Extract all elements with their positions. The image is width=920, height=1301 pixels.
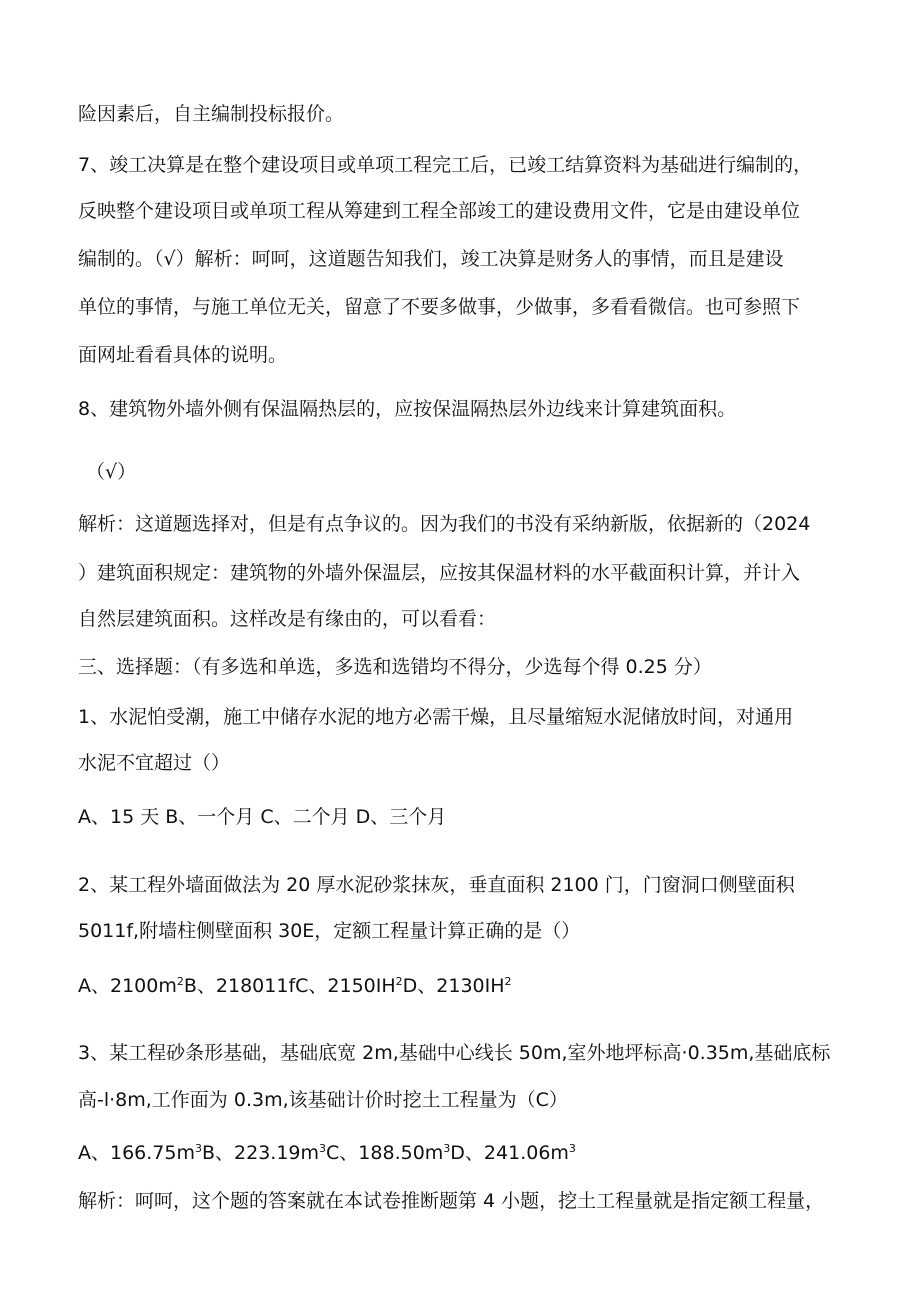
superscript: 3 — [568, 1142, 576, 1155]
superscript: 2 — [395, 975, 403, 988]
text-line: 5011f,附墙柱侧壁面积 30E，定额工程量计算正确的是（） — [78, 920, 581, 942]
text-line: 7、竣工决算是在整个建设项目或单项工程完工后，已竣工结算资料为基础进行编制的， — [78, 154, 813, 176]
text-line: ）建筑面积规定：建筑物的外墙外保温层，应按其保温材料的水平截面积计算，并计入 — [78, 562, 801, 584]
option-line — [78, 1141, 868, 1165]
text-line: 自然层建筑面积。这样改是有缘由的，可以看看： — [78, 608, 497, 630]
text-line: 8、建筑物外墙外侧有保温隔热层的，应按保温隔热层外边线来计算建筑面积。 — [78, 398, 737, 420]
text-line: 水泥不宜超过（） — [78, 752, 231, 774]
text-line: 解析：呵呵，这个题的答案就在本试卷推断题第 4 小题，挖土工程量就是指定额工程量， — [78, 1190, 825, 1212]
section-heading: 三、选择题：（有多选和单选，多选和选错均不得分，少选每个得 0.25 分） — [78, 656, 712, 678]
option-text: D、2130IH — [402, 975, 505, 997]
text-line: 单位的事情，与施工单位无关，留意了不要多做事，少做事，多看看微信。也可参照下 — [78, 296, 801, 318]
superscript: 3 — [195, 1142, 202, 1155]
superscript: 2 — [176, 975, 184, 988]
text-line: 高-l·8m,工作面为 0.3m,该基础计价时挖土工程量为（C） — [78, 1089, 568, 1111]
option-line: A、15 天 B、一个月 C、二个月 D、三个月 — [78, 806, 447, 828]
text-line: 面网址看看具体的说明。 — [78, 344, 288, 366]
text-line: 3、某工程砂条形基础，基础底宽 2m,基础中心线长 50m,室外地坪标高·0.35m,基础底标 — [78, 1042, 831, 1064]
text-line: 1、水泥怕受潮，施工中储存水泥的地方必需干燥，且尽量缩短水泥储放时间，对通用 — [78, 706, 794, 728]
option-text: A、166.75m — [78, 1142, 195, 1164]
text-line: 编制的。（√）解析：呵呵，这道题告知我们，竣工决算是财务人的事情，而且是建设 — [78, 248, 784, 270]
text-line: 解析：这道题选择对，但是有点争议的。因为我们的书没有采纳新版，依据新的（2024 — [78, 513, 811, 535]
option-text: D、241.06m — [450, 1142, 569, 1164]
option-text: B、218011fC、2150IH — [183, 975, 396, 997]
option-text: A、2100m — [78, 975, 177, 997]
option-line — [78, 974, 868, 998]
superscript: 3 — [319, 1142, 327, 1155]
text-line: 2、某工程外墙面做法为 20 厚水泥砂浆抹灰，垂直面积 2100 门，门窗洞口侧壁面积 — [78, 874, 795, 896]
text-line: （√） — [86, 461, 137, 483]
superscript: 3 — [443, 1142, 451, 1155]
text-line: 险因素后，自主编制投标报价。 — [78, 103, 345, 125]
superscript: 2 — [504, 975, 512, 988]
option-text: B、223.19m — [202, 1142, 320, 1164]
option-text: C、188.50m — [326, 1142, 444, 1164]
text-line: 反映整个建设项目或单项工程从筹建到工程全部竣工的建设费用文件，它是由建设单位 — [78, 200, 801, 222]
